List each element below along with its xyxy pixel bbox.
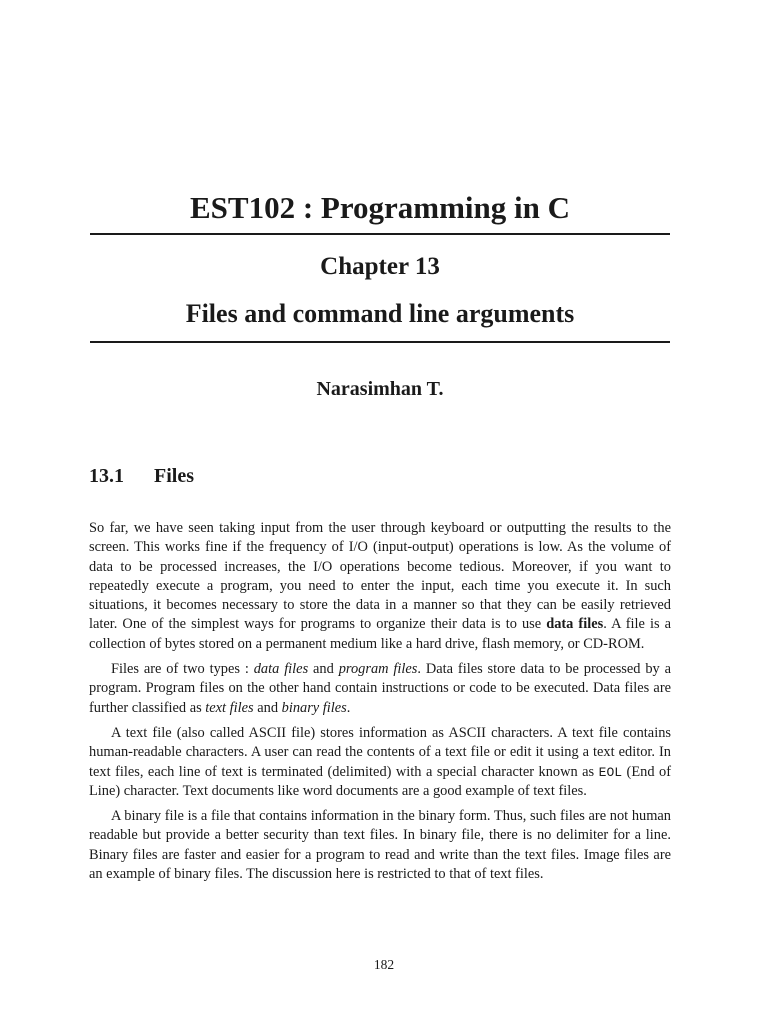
section-number: 13.1 <box>89 465 124 487</box>
paragraph-text: . Data files store data to be processed by a program. Program files on the other hand contain instructions or code to be executed. Data files are further classified as <box>89 661 672 716</box>
paragraph-1 <box>89 519 671 654</box>
paragraph-4 <box>89 807 671 884</box>
italic-term: program files <box>338 661 418 678</box>
code-term: EOL <box>598 764 623 780</box>
chapter-label: Chapter 13 <box>320 253 440 280</box>
title-bottom-rule <box>90 341 670 343</box>
page-number: 182 <box>373 957 395 972</box>
paragraph-2 <box>89 660 671 718</box>
paragraph-text: So far, we have seen taking input from the user through keyboard or outputting the results to the screen. This works fine if the frequency of I/O (input-output) operations is low. As the volume of data to be processed increases, the I/O operations become tedious. Moreover, if you want to repeatedly execute a program, you need to enter the input, each time you execute it. In such situations, it becomes necessary to store the data in a manner so that they can be easily retrieved later. One of the simplest ways for programs to organize their data is to use <box>89 520 671 633</box>
title-top-rule <box>90 233 670 235</box>
paragraph-text: A text file (also called ASCII file) stores information as ASCII characters. A text file contains human-readable characters. A user can read the contents of a text file or edit it using a text editor. In text files, each line of text is terminated (delimited) with a special character known as <box>89 724 671 780</box>
italic-term: binary files <box>281 699 347 716</box>
body-text <box>89 519 671 890</box>
chapter-title: Files and command line arguments <box>185 299 575 328</box>
paragraph-3 <box>89 724 671 801</box>
section-heading <box>89 463 194 489</box>
paragraph-text: (End of Line) character. Text documents like word documents are a good example of text files. <box>89 763 671 799</box>
paragraph-text: Files are of two types : <box>111 661 254 678</box>
bold-term: data files <box>546 616 604 633</box>
paragraph-text: . <box>346 699 351 716</box>
italic-term: data files <box>253 661 309 678</box>
paragraph-text: . A file is a collection of bytes stored on a permanent medium like a hard drive, flash memory, or CD-ROM. <box>89 616 671 652</box>
paragraph-text: and <box>308 661 339 678</box>
document-title: EST102 : Programming in C <box>189 190 571 225</box>
author-name: Narasimhan T. <box>316 378 444 400</box>
paragraph-text: A binary file is a file that contains information in the binary form. Thus, such files are not human readable but provide a better security than text files. In binary file, there is no delimiter for a line. Binary files are faster and easier for a program to read and write than the text files. Image files are an example of binary files. The discussion here is restricted to that of text files. <box>89 808 671 883</box>
paragraph-text: and <box>253 699 282 716</box>
italic-term: text files <box>205 699 254 716</box>
section-title: Files <box>154 465 194 487</box>
